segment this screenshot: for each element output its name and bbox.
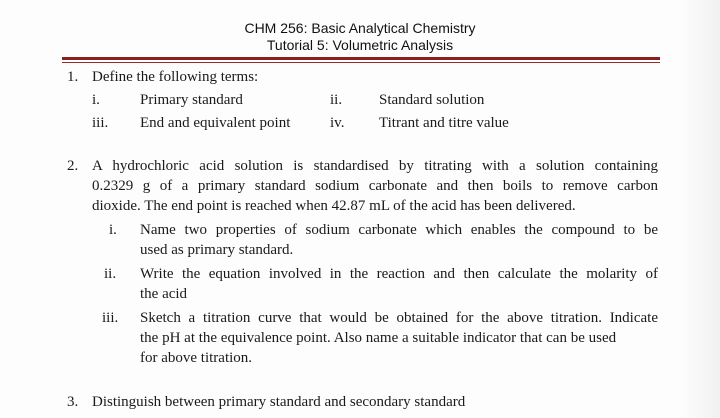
question-2-line-2: 0.2329 g of a primary standard sodium carbonate and then boils to remove carbon <box>92 178 658 194</box>
header-rule-thin <box>62 62 660 63</box>
term-2-numeral: ii. <box>330 92 343 108</box>
term-3-text: End and equivalent point <box>140 115 291 131</box>
part-i-line-1: Name two properties of sodium carbonate which enables the compound to be <box>140 222 658 238</box>
term-2-text: Standard solution <box>379 92 485 108</box>
question-1-number: 1. <box>67 69 79 85</box>
course-title: CHM 256: Basic Analytical Chemistry <box>244 20 476 36</box>
part-iii-line-3: for above titration. <box>140 350 253 366</box>
question-2-stem <box>92 156 658 216</box>
document-header <box>0 20 720 54</box>
part-ii-numeral: ii. <box>104 266 117 282</box>
question-2-line-3: dioxide. The end point is reached when 42.87 mL of the acid has been delivered. <box>92 198 576 214</box>
question-3-number: 3. <box>67 394 79 410</box>
part-iii-numeral: iii. <box>102 310 119 326</box>
part-iii-line-1: Sketch a titration curve that would be obtained for the above titration. Indicate <box>140 310 658 326</box>
question-1-prompt: Define the following terms: <box>92 69 259 85</box>
tutorial-title: Tutorial 5: Volumetric Analysis <box>266 37 454 53</box>
term-4-numeral: iv. <box>330 115 345 131</box>
part-ii-line-1: Write the equation involved in the reaction and then calculate the molarity of <box>140 266 658 282</box>
term-1-numeral: i. <box>92 92 100 108</box>
question-3-text: Distinguish between primary standard and secondary standard <box>92 394 466 410</box>
part-iii-text <box>140 308 658 368</box>
term-3-numeral: iii. <box>92 115 109 131</box>
part-i-line-2: used as primary standard. <box>140 242 294 258</box>
part-ii-line-2: the acid <box>140 286 188 302</box>
part-ii-text <box>140 264 658 304</box>
term-1-text: Primary standard <box>140 92 243 108</box>
part-iii-line-2: the pH at the equivalence point. Also name a suitable indicator that can be used <box>140 330 617 346</box>
header-rule-thick <box>62 57 660 60</box>
question-2-number: 2. <box>67 158 79 174</box>
term-4-text: Titrant and titre value <box>379 115 509 131</box>
question-2-line-1: A hydrochloric acid solution is standardised by titrating with a solution containing <box>92 158 658 174</box>
page-edge-shadow <box>680 0 720 418</box>
part-i-text <box>140 220 658 260</box>
part-i-numeral: i. <box>109 222 117 238</box>
